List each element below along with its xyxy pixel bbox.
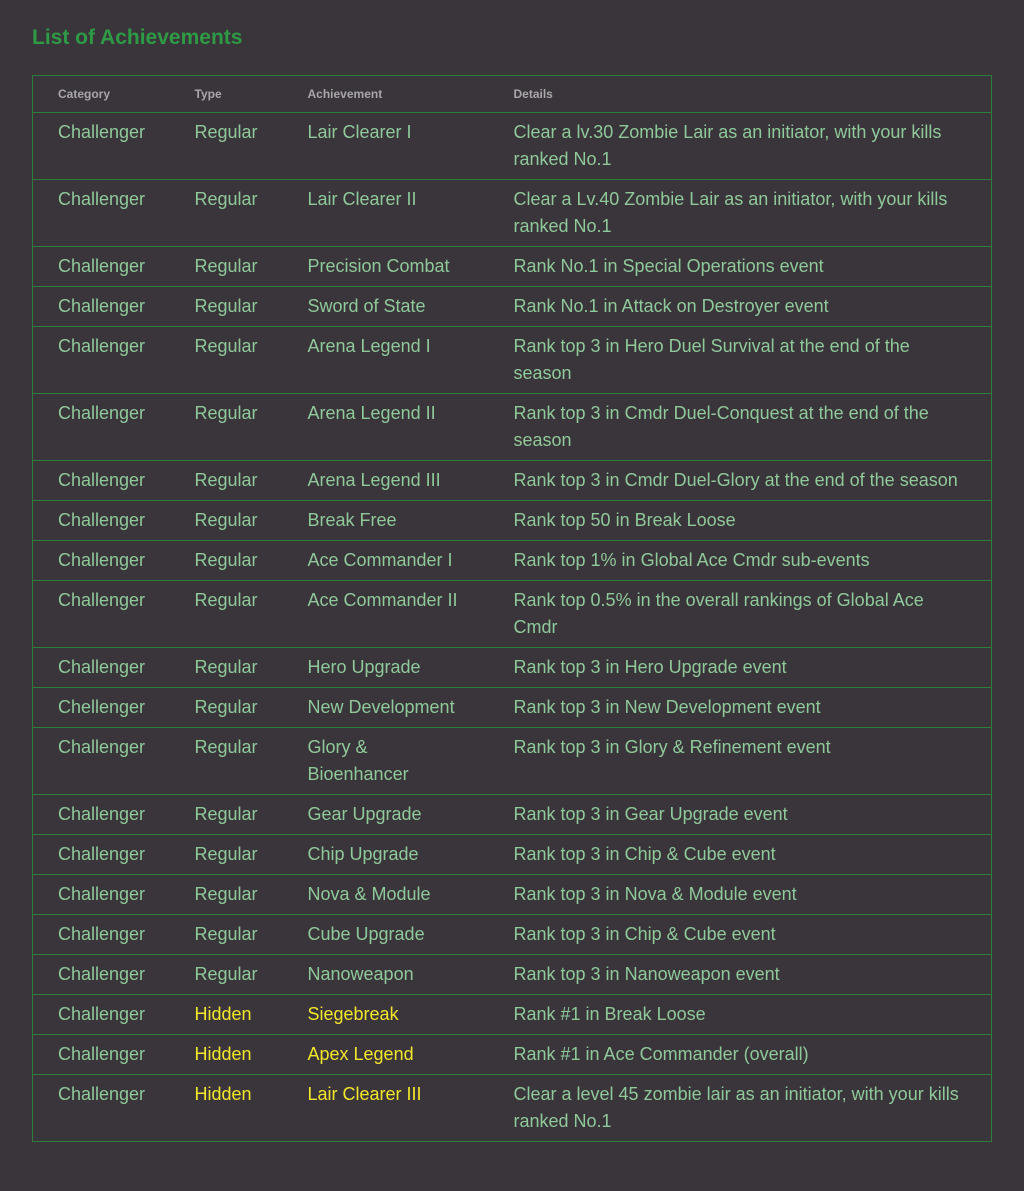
cell-details: Rank top 3 in Glory & Refinement event bbox=[489, 728, 992, 795]
cell-type: Regular bbox=[170, 795, 283, 835]
cell-details: Clear a level 45 zombie lair as an initiator, with your kills ranked No.1 bbox=[489, 1075, 992, 1142]
cell-details: Rank top 1% in Global Ace Cmdr sub-events bbox=[489, 541, 992, 581]
header-details: Details bbox=[489, 76, 992, 113]
cell-achievement: Siegebreak bbox=[283, 995, 489, 1035]
cell-type: Regular bbox=[170, 955, 283, 995]
cell-details: Rank top 3 in Cmdr Duel-Conquest at the end of the season bbox=[489, 394, 992, 461]
table-row bbox=[33, 394, 992, 461]
cell-type: Regular bbox=[170, 688, 283, 728]
cell-category: Challenger bbox=[33, 795, 170, 835]
header-category: Category bbox=[33, 76, 170, 113]
cell-type: Regular bbox=[170, 327, 283, 394]
cell-achievement: Ace Commander II bbox=[283, 581, 489, 648]
cell-details: Rank top 3 in Nova & Module event bbox=[489, 875, 992, 915]
cell-achievement: Break Free bbox=[283, 501, 489, 541]
cell-category: Challenger bbox=[33, 541, 170, 581]
cell-details: Rank top 3 in Chip & Cube event bbox=[489, 835, 992, 875]
cell-type: Regular bbox=[170, 394, 283, 461]
cell-type: Regular bbox=[170, 541, 283, 581]
table-row bbox=[33, 581, 992, 648]
cell-type: Hidden bbox=[170, 1035, 283, 1075]
cell-type: Regular bbox=[170, 875, 283, 915]
cell-achievement: Chip Upgrade bbox=[283, 835, 489, 875]
header-type: Type bbox=[170, 76, 283, 113]
cell-details: Rank top 3 in Gear Upgrade event bbox=[489, 795, 992, 835]
table-row bbox=[33, 728, 992, 795]
cell-details: Rank top 3 in Chip & Cube event bbox=[489, 915, 992, 955]
table-row bbox=[33, 541, 992, 581]
cell-category: Challenger bbox=[33, 875, 170, 915]
cell-details: Rank top 3 in Hero Upgrade event bbox=[489, 648, 992, 688]
table-row bbox=[33, 461, 992, 501]
cell-achievement: Arena Legend I bbox=[283, 327, 489, 394]
cell-type: Regular bbox=[170, 915, 283, 955]
cell-type: Regular bbox=[170, 501, 283, 541]
cell-achievement: Nanoweapon bbox=[283, 955, 489, 995]
table-row bbox=[33, 113, 992, 180]
cell-type: Regular bbox=[170, 180, 283, 247]
table-row bbox=[33, 795, 992, 835]
cell-category: Challenger bbox=[33, 287, 170, 327]
cell-type: Regular bbox=[170, 113, 283, 180]
cell-category: Challenger bbox=[33, 581, 170, 648]
cell-achievement: Cube Upgrade bbox=[283, 915, 489, 955]
page-title: List of Achievements bbox=[32, 26, 243, 49]
cell-achievement: Arena Legend II bbox=[283, 394, 489, 461]
cell-category: Challenger bbox=[33, 835, 170, 875]
cell-category: Challenger bbox=[33, 915, 170, 955]
cell-category: Challenger bbox=[33, 995, 170, 1035]
cell-achievement: Nova & Module bbox=[283, 875, 489, 915]
table-row bbox=[33, 875, 992, 915]
cell-category: Challenger bbox=[33, 327, 170, 394]
table-row bbox=[33, 287, 992, 327]
cell-achievement: Apex Legend bbox=[283, 1035, 489, 1075]
cell-category: Chellenger bbox=[33, 688, 170, 728]
cell-category: Challenger bbox=[33, 501, 170, 541]
cell-category: Challenger bbox=[33, 648, 170, 688]
table-row bbox=[33, 915, 992, 955]
cell-category: Challenger bbox=[33, 113, 170, 180]
table-row bbox=[33, 995, 992, 1035]
table-row bbox=[33, 501, 992, 541]
cell-type: Regular bbox=[170, 461, 283, 501]
table-row bbox=[33, 955, 992, 995]
achievements-table bbox=[32, 75, 992, 1142]
cell-details: Rank top 3 in New Development event bbox=[489, 688, 992, 728]
cell-achievement: New Development bbox=[283, 688, 489, 728]
cell-type: Regular bbox=[170, 287, 283, 327]
cell-type: Hidden bbox=[170, 1075, 283, 1142]
cell-type: Regular bbox=[170, 247, 283, 287]
cell-type: Regular bbox=[170, 835, 283, 875]
cell-achievement: Lair Clearer III bbox=[283, 1075, 489, 1142]
cell-details: Rank top 0.5% in the overall rankings of Global Ace Cmdr bbox=[489, 581, 992, 648]
table-row bbox=[33, 1035, 992, 1075]
cell-details: Clear a Lv.40 Zombie Lair as an initiator, with your kills ranked No.1 bbox=[489, 180, 992, 247]
cell-achievement: Gear Upgrade bbox=[283, 795, 489, 835]
cell-details: Rank top 3 in Hero Duel Survival at the end of the season bbox=[489, 327, 992, 394]
table-row bbox=[33, 327, 992, 394]
cell-achievement: Hero Upgrade bbox=[283, 648, 489, 688]
table-row bbox=[33, 1075, 992, 1142]
cell-details: Rank No.1 in Attack on Destroyer event bbox=[489, 287, 992, 327]
cell-type: Hidden bbox=[170, 995, 283, 1035]
cell-details: Rank top 3 in Nanoweapon event bbox=[489, 955, 992, 995]
cell-category: Challenger bbox=[33, 728, 170, 795]
cell-details: Rank top 50 in Break Loose bbox=[489, 501, 992, 541]
cell-type: Regular bbox=[170, 728, 283, 795]
cell-category: Challenger bbox=[33, 247, 170, 287]
table-row bbox=[33, 688, 992, 728]
cell-details: Clear a lv.30 Zombie Lair as an initiator, with your kills ranked No.1 bbox=[489, 113, 992, 180]
cell-category: Challenger bbox=[33, 394, 170, 461]
table-row bbox=[33, 648, 992, 688]
table-body bbox=[33, 113, 992, 1142]
cell-category: Challenger bbox=[33, 1075, 170, 1142]
cell-achievement: Glory & Bioenhancer bbox=[283, 728, 489, 795]
header-achievement: Achievement bbox=[283, 76, 489, 113]
cell-type: Regular bbox=[170, 648, 283, 688]
table-header-row bbox=[33, 76, 992, 113]
cell-achievement: Precision Combat bbox=[283, 247, 489, 287]
cell-category: Challenger bbox=[33, 180, 170, 247]
cell-category: Challenger bbox=[33, 461, 170, 501]
cell-type: Regular bbox=[170, 581, 283, 648]
cell-achievement: Lair Clearer II bbox=[283, 180, 489, 247]
cell-achievement: Ace Commander I bbox=[283, 541, 489, 581]
cell-achievement: Arena Legend III bbox=[283, 461, 489, 501]
table-row bbox=[33, 835, 992, 875]
cell-details: Rank top 3 in Cmdr Duel-Glory at the end of the season bbox=[489, 461, 992, 501]
cell-details: Rank #1 in Break Loose bbox=[489, 995, 992, 1035]
cell-category: Challenger bbox=[33, 955, 170, 995]
table-row bbox=[33, 247, 992, 287]
cell-details: Rank #1 in Ace Commander (overall) bbox=[489, 1035, 992, 1075]
cell-category: Challenger bbox=[33, 1035, 170, 1075]
table-row bbox=[33, 180, 992, 247]
cell-details: Rank No.1 in Special Operations event bbox=[489, 247, 992, 287]
cell-achievement: Lair Clearer I bbox=[283, 113, 489, 180]
cell-achievement: Sword of State bbox=[283, 287, 489, 327]
